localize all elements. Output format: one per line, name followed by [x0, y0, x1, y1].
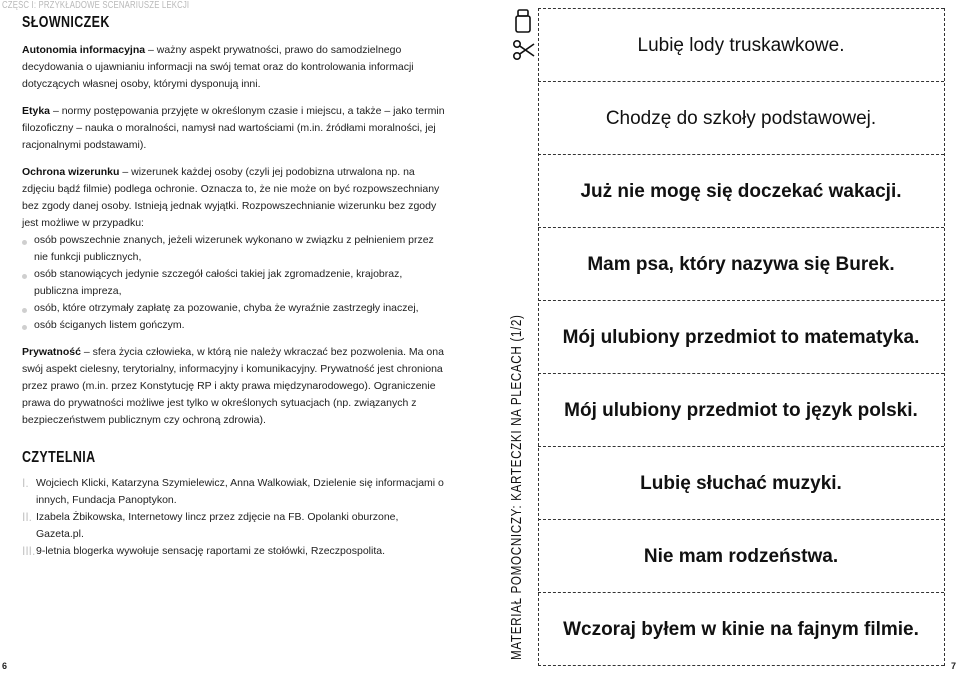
- exceptions-list: [22, 232, 448, 334]
- card: Wczoraj byłem w kinie na fajnym filmie.: [563, 619, 919, 640]
- glossary-term: Etyka: [22, 105, 51, 117]
- reading-title: CZYTELNIA: [22, 449, 96, 466]
- glossary-term: Autonomia informacyjna: [22, 44, 146, 56]
- glossary-entry: [22, 42, 448, 93]
- item-number: III.: [22, 544, 36, 558]
- reading-list: [22, 475, 448, 560]
- list-item: osób, które otrzymały zapłatę za pozowanie, chyba że wyraźnie zastrzegły inaczej,: [22, 300, 448, 317]
- list-item: osób stanowiących jedynie szczegół całości takiej jak zgromadzenie, krajobraz, publiczna impreza,: [22, 266, 448, 300]
- card: Nie mam rodzeństwa.: [643, 546, 839, 567]
- list-item: osób powszechnie znanych, jeżeli wizerunek wykonano w związku z pełnieniem przez nie funkcji publicznych,: [22, 232, 448, 266]
- card: Już nie mogę się doczekać wakacji.: [580, 181, 902, 202]
- chapter-header: CZĘŚĆ I: PRZYKŁADOWE SCENARIUSZE LEKCJI: [2, 0, 190, 11]
- glossary-entry: [22, 164, 448, 334]
- reading-item-text: Wojciech Klicki, Katarzyna Szymielewicz, Anna Walkowiak, Dzielenie się informacjami o innych, Fundacja Panoptykon.: [36, 477, 444, 506]
- card: Lubię słuchać muzyki.: [640, 473, 842, 494]
- page-number-left: 6: [2, 661, 8, 671]
- list-item: [22, 475, 448, 509]
- scissors-icon: [512, 38, 536, 62]
- reading-item-text: Izabela Żbikowska, Internetowy lincz przez zdjęcie na FB. Opolanki oburzone, Gazeta.pl.: [36, 511, 399, 540]
- glossary-definition: – ważny aspekt prywatności, prawo do samodzielnego decydowania o ujawnianiu informacji na swój temat oraz do kontrolowania informacji dotyczących własnej osoby, którymi dysponują inni.: [22, 44, 414, 90]
- glossary-term: Ochrona wizerunku: [22, 166, 120, 178]
- list-item: [22, 543, 448, 560]
- cut-line: [944, 8, 945, 666]
- page-number-right: 7: [950, 661, 956, 671]
- item-number: II.: [22, 510, 33, 524]
- item-number: I.: [22, 476, 29, 490]
- card: Lubię lody truskawkowe.: [637, 35, 845, 56]
- card: Mój ulubiony przedmiot to matematyka.: [562, 327, 920, 348]
- card: Mam psa, który nazywa się Burek.: [587, 254, 895, 275]
- glue-stick-icon: [512, 8, 534, 34]
- reading-item-text: 9-letnia blogerka wywołuje sensację raportami ze stołówki, Rzeczpospolita.: [36, 545, 385, 557]
- left-page: [22, 14, 448, 560]
- glossary-definition: – normy postępowania przyjęte w określonym czasie i miejscu, a także – jako termin filozoficzny – nauka o moralności, namysł nad wartościami (m.in. źródłami moralności, jej racjonalnymi podstawami).: [22, 105, 445, 151]
- vertical-section-label: MATERIAŁ POMOCNICZY: KARTECZKI NA PLECACH (1/2): [508, 314, 525, 660]
- glossary-entry: [22, 103, 448, 154]
- card: Mój ulubiony przedmiot to język polski.: [564, 400, 918, 421]
- glossary-definition: – wizerunek każdej osoby (czyli jej podobizna utrwalona np. na zdjęciu bądź filmie) podlega ochronie. Oznacza to, że nie może on być rozpowszechniany bez zgody danej osoby. Istnieją jednak wyjątki. Rozpowszechnianie wizerunku bez zgody jest możliwe w przypadku:: [22, 166, 440, 229]
- cards-sheet: [538, 8, 944, 668]
- list-item: [22, 509, 448, 543]
- card: Chodzę do szkoły podstawowej.: [605, 108, 877, 129]
- list-item: osób ściganych listem gończym.: [22, 317, 448, 334]
- glossary-term: Prywatność: [22, 346, 81, 358]
- glossary-entry: [22, 344, 448, 429]
- glossary-title: SŁOWNICZEK: [22, 14, 110, 31]
- glossary-definition: – sfera życia człowieka, w którą nie należy wkraczać bez pozwolenia. Ma ona swój aspekt cielesny, terytorialny, informacyjny i komunikacyjny. Prywatność jest chroniona przez prawo (m.in. przez Konstytucję RP i akty prawa międzynarodowego). Ograniczenie prawa do prywatności możliwe jest tylko w określonych sytuacjach (np. związanych z bezpieczeństwem publicznym czy ochroną zdrowia).: [22, 346, 444, 426]
